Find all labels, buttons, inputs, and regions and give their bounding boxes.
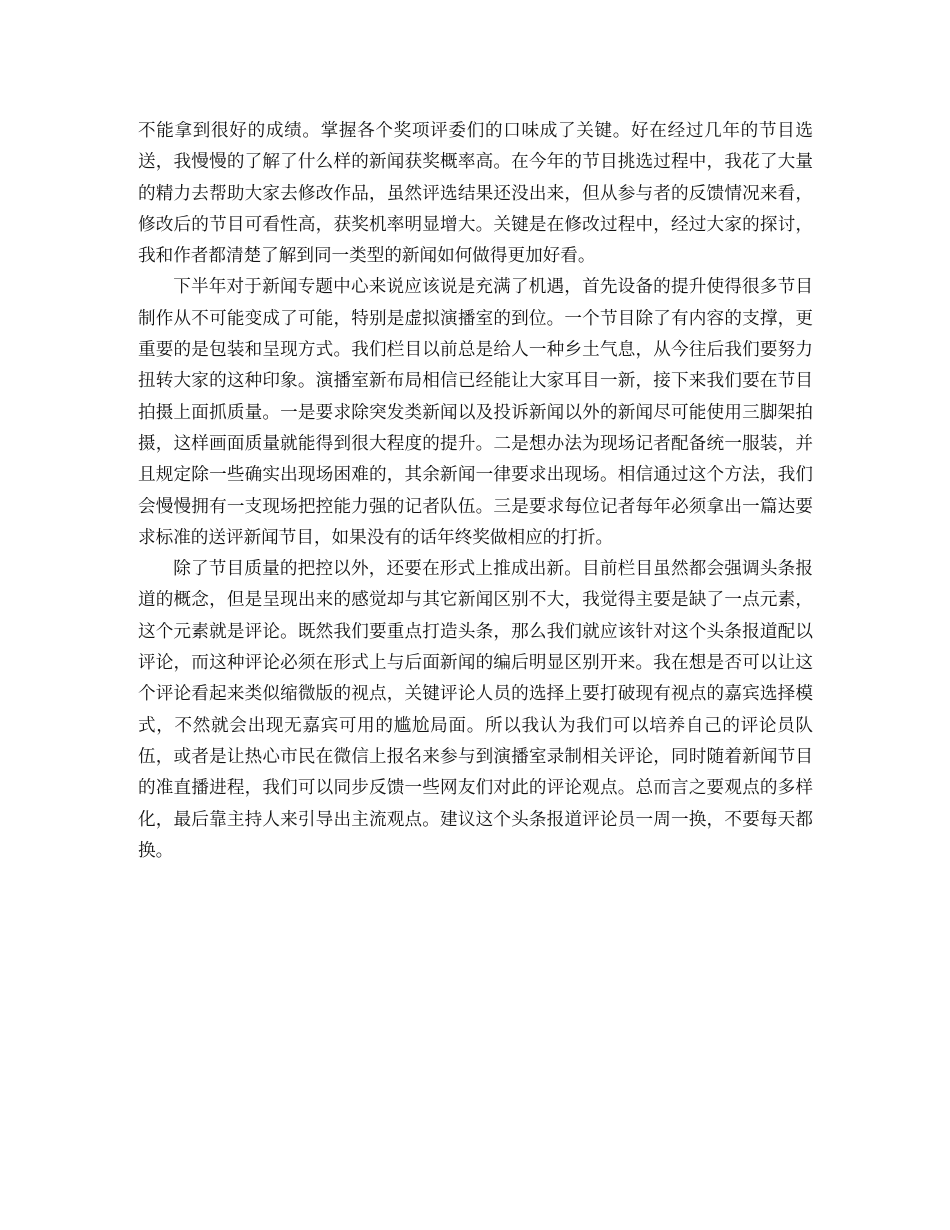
document-body <box>138 116 813 867</box>
paragraph: 下半年对于新闻专题中心来说应该说是充满了机遇，首先设备的提升使得很多节目制作从不可能变成了可能，特别是虚拟演播室的到位。一个节目除了有内容的支撑，更重要的是包装和呈现方式。我们栏目以前总是给人一种乡土气息，从今往后我们要努力扭转大家的这种印象。演播室新布局相信已经能让大家耳目一新，接下来我们要在节目拍摄上面抓质量。一是要求除突发类新闻以及投诉新闻以外的新闻尽可能使用三脚架拍摄，这样画面质量就能得到很大程度的提升。二是想办法为现场记者配备统一服装，并且规定除一些确实出现场困难的，其余新闻一律要求出现场。相信通过这个方法，我们会慢慢拥有一支现场把控能力强的记者队伍。三是要求每位记者每年必须拿出一篇达要求标准的送评新闻节目，如果没有的话年终奖做相应的打折。 <box>138 277 813 548</box>
paragraph-continued: 不能拿到很好的成绩。掌握各个奖项评委们的口味成了关键。好在经过几年的节目选送，我慢慢的了解了什么样的新闻获奖概率高。在今年的节目挑选过程中，我花了大量的精力去帮助大家去修改作品，虽然评选结果还没出来，但从参与者的反馈情况来看，修改后的节目可看性高，获奖机率明显增大。关键是在修改过程中，经过大家的探讨，我和作者都清楚了解到同一类型的新闻如何做得更加好看。 <box>138 121 813 267</box>
paragraph: 除了节目质量的把控以外，还要在形式上推成出新。目前栏目虽然都会强调头条报道的概念，但是呈现出来的感觉却与其它新闻区别不大，我觉得主要是缺了一点元素，这个元素就是评论。既然我们要重点打造头条，那么我们就应该针对这个头条报道配以评论，而这种评论必须在形式上与后面新闻的编后明显区别开来。我在想是否可以让这个评论看起来类似缩微版的视点，关键评论人员的选择上要打破现有视点的嘉宾选择模式，不然就会出现无嘉宾可用的尴尬局面。所以我认为我们可以培养自己的评论员队伍，或者是让热心市民在微信上报名来参与到演播室录制相关评论，同时随着新闻节目的准直播进程，我们可以同步反馈一些网友们对此的评论观点。总而言之要观点的多样化，最后靠主持人来引导出主流观点。建议这个头条报道评论员一周一换，不要每天都换。 <box>138 559 813 861</box>
